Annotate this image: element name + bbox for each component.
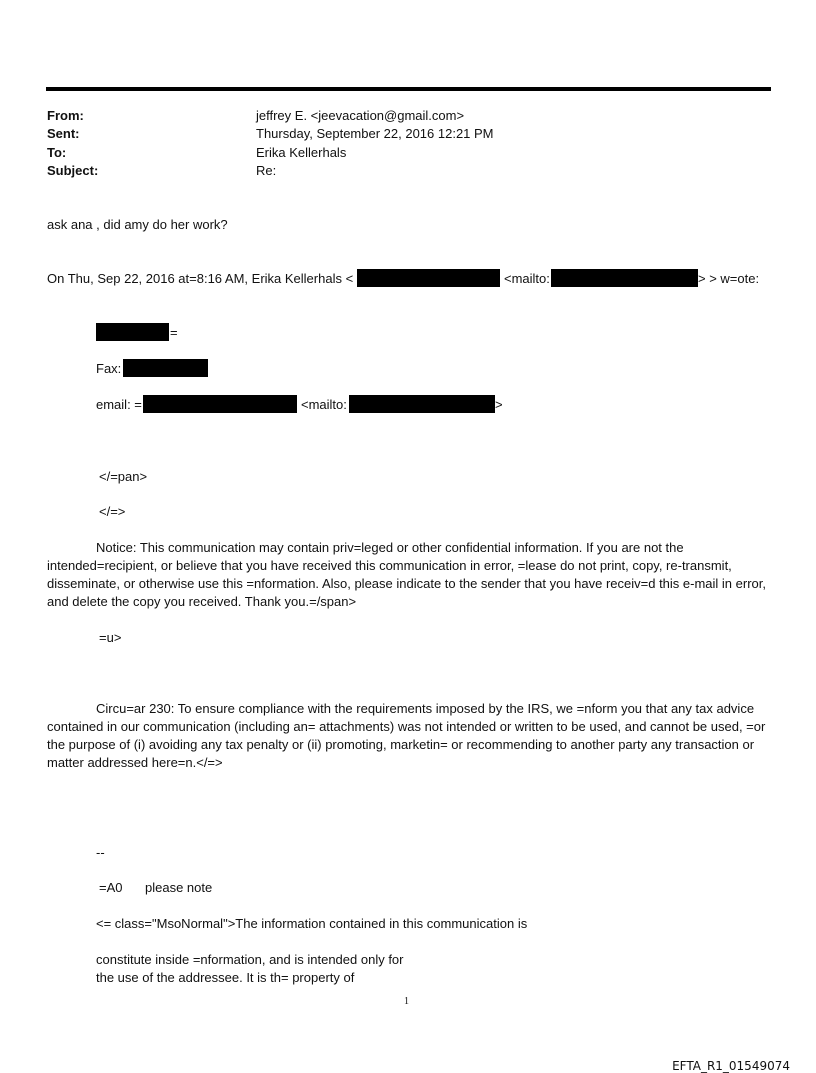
- sent-label: Sent:: [47, 126, 80, 141]
- reply-text: ask ana , did amy do her work?: [47, 217, 228, 232]
- to-label: To:: [47, 145, 67, 160]
- fax-label: Fax:: [96, 361, 122, 376]
- sent-value: Thursday, September 22, 2016 12:21 PM: [256, 126, 494, 141]
- redaction-box: [357, 269, 500, 287]
- pan-tag: </=pan>: [99, 469, 148, 484]
- quote-intro-1: On Thu, Sep 22, 2016 at=8:16 AM, Erika Kellerhals <: [47, 271, 354, 286]
- a0-tag: =A0: [99, 880, 123, 895]
- email-label: email: =: [96, 397, 142, 412]
- page-number: 1: [404, 996, 409, 1007]
- circular-230-paragraph: Circu=ar 230: To ensure compliance with the requirements imposed by the IRS, we =nform you that any tax advice contained in our communication (including an= attachments) was not intended or written to be used, and cannot be used, =or the purpose of (i) avoiding any tax penalty or (ii) promoting, marketin= or recommending to another party any transaction or matter addressed here=n.</=>: [47, 701, 766, 770]
- redaction-box: [551, 269, 698, 287]
- equals-sign: =: [170, 325, 178, 340]
- document-id: EFTA_R1_01549074: [672, 1059, 790, 1073]
- u-tag: =u>: [99, 630, 122, 645]
- redaction-box: [349, 395, 495, 413]
- email-mailto: <mailto:: [301, 397, 347, 412]
- mso-line: <= class="MsoNormal">The information contained in this communication is: [96, 916, 528, 931]
- close-tag: </=>: [99, 504, 126, 519]
- property-line: the use of the addressee. It is th= property of: [96, 970, 355, 985]
- subject-label: Subject:: [47, 163, 99, 178]
- email-close: >: [495, 397, 503, 412]
- from-label: From:: [47, 108, 84, 123]
- header-rule: [46, 87, 771, 91]
- inside-info-line: constitute inside =nformation, and is intended only for: [96, 952, 404, 967]
- from-value: jeffrey E. <jeevacation@gmail.com>: [256, 108, 465, 123]
- quote-intro-2: <mailto:: [504, 271, 550, 286]
- quote-intro-3: > > w=ote:: [698, 271, 760, 286]
- notice-paragraph: Notice: This communication may contain priv=leged or other confidential information. If you are not the intended=recipient, or believe that you have received this communication in error, =lease do not print, copy, re-transmit, disseminate, or otherwise use this =nformation. Also, please indicate to the sender that you have receiv=d this e-mail in error, and delete the copy you received. Thank you.=/span>: [47, 540, 766, 609]
- to-value: Erika Kellerhals: [256, 145, 347, 160]
- please-note: please note: [145, 880, 213, 895]
- dashes: --: [96, 845, 105, 860]
- redaction-box: [123, 359, 208, 377]
- redaction-box: [143, 395, 297, 413]
- redaction-box: [96, 323, 169, 341]
- subject-value: Re:: [256, 163, 277, 178]
